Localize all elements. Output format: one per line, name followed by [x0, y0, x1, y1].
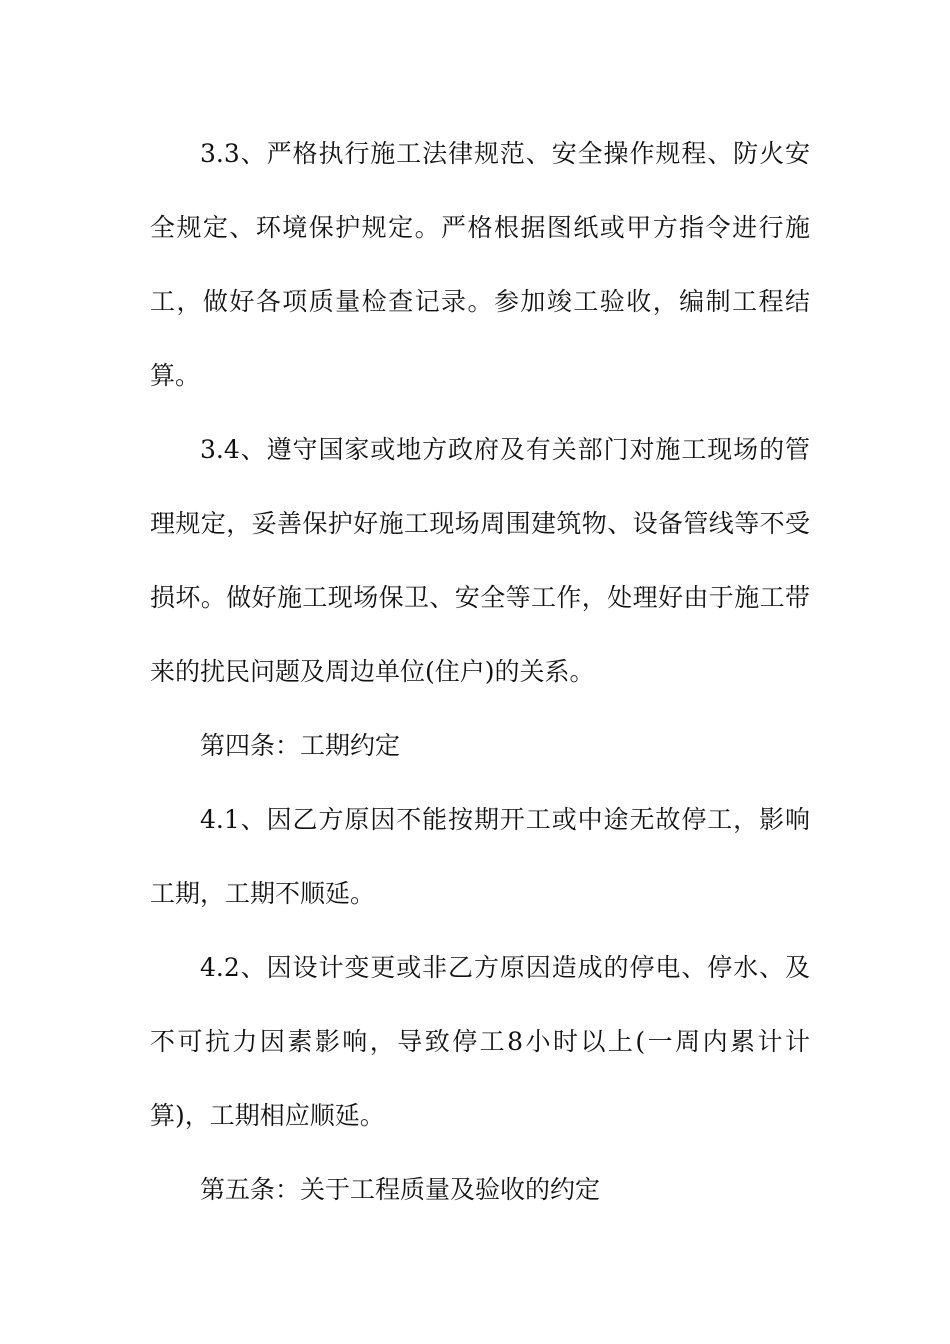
article-5-heading: 第五条：关于工程质量及验收的约定	[200, 1175, 601, 1204]
clause-3-3-paragraph: 3.3、严格执行施工法律规范、安全操作规程、防火安全规定、环境保护规定。严格根据图纸或甲方指令进行施工，做好各项质量检查记录。参加竣工验收，编制工程结算。	[150, 139, 810, 390]
article-4-heading: 第四条：工期约定	[200, 731, 401, 760]
clause-3-4-paragraph: 3.4、遵守国家或地方政府及有关部门对施工现场的管理规定，妥善保护好施工现场周围建筑物、设备管线等不受损坏。做好施工现场保卫、安全等工作，处理好由于施工带来的扰民问题及周边单位(住户)的关系。	[150, 435, 810, 686]
document-body	[150, 117, 810, 1227]
clause-4-1-paragraph: 4.1、因乙方原因不能按期开工或中途无故停工，影响工期，工期不顺延。	[150, 805, 810, 908]
clause-4-2-paragraph: 4.2、因设计变更或非乙方原因造成的停电、停水、及不可抗力因素影响，导致停工8小时以上(一周内累计计算)，工期相应顺延。	[150, 953, 810, 1130]
